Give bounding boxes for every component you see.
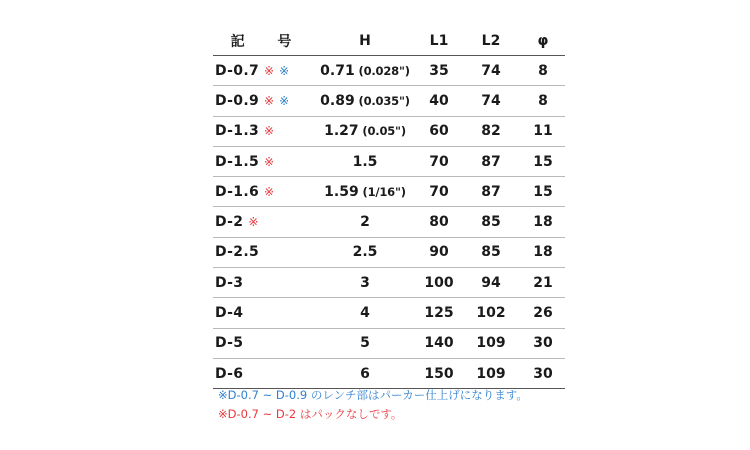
cell-code [213,86,313,116]
blue-note-mark: ※ [279,93,290,108]
cell-phi: 11 [521,116,565,146]
cell-phi: 15 [521,146,565,176]
code-text: D-0.7 [215,62,259,79]
cell-h [313,177,417,207]
cell-h [313,298,417,328]
table-row [213,56,565,86]
table-row [213,268,565,298]
code-text: D-1.3 [215,123,259,140]
cell-phi: 18 [521,207,565,237]
table-row [213,237,565,267]
cell-code [213,146,313,176]
cell-l2: 85 [461,237,521,267]
cell-l2: 82 [461,116,521,146]
code-text: D-2 [215,214,244,231]
note-no-pack: ※D-0.7 ~ D-2 はパックなしです。 [218,407,403,421]
cell-code [213,207,313,237]
cell-h [313,358,417,388]
h-value: 2.5 [352,244,378,261]
cell-l2: 74 [461,86,521,116]
cell-l1: 125 [417,298,461,328]
cell-code [213,328,313,358]
cell-l1: 70 [417,146,461,176]
cell-h [313,86,417,116]
red-note-mark: ※ [264,63,275,78]
blue-note-mark: ※ [279,63,290,78]
cell-h [313,116,417,146]
cell-code [213,358,313,388]
cell-phi: 30 [521,358,565,388]
code-text: D-3 [215,274,244,291]
note-finish: ※D-0.7 ~ D-0.9 のレンチ部はパーカー仕上げになります。 [218,388,528,402]
code-text: D-0.9 [215,92,259,109]
table-row [213,146,565,176]
header-code: 記 号 [213,27,313,56]
cell-l2: 109 [461,328,521,358]
cell-h [313,328,417,358]
code-text: D-1.6 [215,183,259,200]
h-value: 1.27 [324,123,359,140]
header-l1: L1 [417,27,461,56]
cell-l2: 94 [461,268,521,298]
red-note-mark: ※ [264,124,275,139]
cell-l1: 40 [417,86,461,116]
h-value: 3 [360,274,370,291]
cell-l2: 74 [461,56,521,86]
notes [218,386,528,424]
cell-l2: 85 [461,207,521,237]
cell-l1: 140 [417,328,461,358]
h-value: 1.5 [352,153,378,170]
h-value: 0.71 [320,62,355,79]
code-text: D-6 [215,365,244,382]
h-inch-value: (0.05") [358,124,406,139]
red-note-mark: ※ [264,184,275,199]
header-phi: φ [521,27,565,56]
table-row [213,177,565,207]
h-value: 2 [360,214,370,231]
table-row [213,328,565,358]
cell-phi: 18 [521,237,565,267]
cell-l2: 109 [461,358,521,388]
table-row [213,86,565,116]
table-row [213,207,565,237]
header-l2: L2 [461,27,521,56]
h-inch-value: (0.028") [354,63,410,78]
table-header-row [213,27,565,56]
h-value: 6 [360,365,370,382]
cell-code [213,268,313,298]
cell-l2: 102 [461,298,521,328]
h-value: 5 [360,335,370,352]
code-text: D-2.5 [215,244,259,261]
spec-table [213,27,565,389]
cell-phi: 8 [521,56,565,86]
cell-l1: 70 [417,177,461,207]
cell-code [213,237,313,267]
cell-l1: 60 [417,116,461,146]
h-inch-value: (1/16") [358,184,406,199]
cell-code [213,116,313,146]
cell-h [313,237,417,267]
h-inch-value: (0.035") [354,93,410,108]
cell-phi: 8 [521,86,565,116]
cell-phi: 21 [521,268,565,298]
cell-l1: 150 [417,358,461,388]
code-text: D-5 [215,335,244,352]
header-h: H [313,27,417,56]
code-text: D-4 [215,305,244,322]
cell-l1: 80 [417,207,461,237]
table-body [213,56,565,389]
red-note-mark: ※ [248,215,259,230]
cell-code [213,56,313,86]
cell-code [213,177,313,207]
red-note-mark: ※ [264,154,275,169]
h-value: 0.89 [320,92,355,109]
table-row [213,116,565,146]
cell-code [213,298,313,328]
table-row [213,298,565,328]
cell-h [313,56,417,86]
cell-l2: 87 [461,177,521,207]
cell-l1: 100 [417,268,461,298]
cell-h [313,268,417,298]
h-value: 1.59 [324,183,359,200]
cell-l1: 90 [417,237,461,267]
table-row [213,358,565,388]
cell-l2: 87 [461,146,521,176]
cell-h [313,207,417,237]
red-note-mark: ※ [264,93,275,108]
h-value: 4 [360,305,370,322]
code-text: D-1.5 [215,153,259,170]
cell-phi: 15 [521,177,565,207]
cell-h [313,146,417,176]
cell-phi: 30 [521,328,565,358]
cell-l1: 35 [417,56,461,86]
cell-phi: 26 [521,298,565,328]
